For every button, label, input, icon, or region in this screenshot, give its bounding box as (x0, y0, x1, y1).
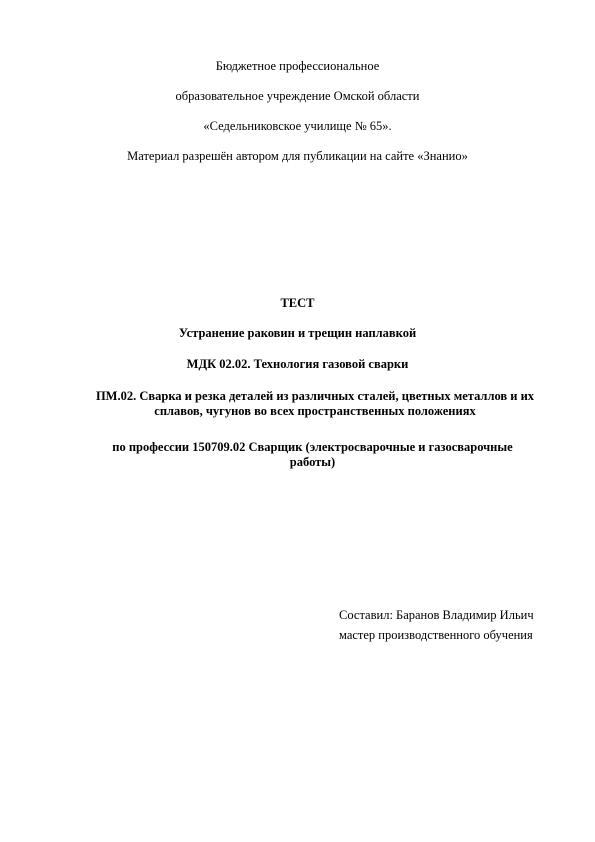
document-title: ТЕСТ (280, 296, 315, 310)
profession: по профессии 150709.02 Сварщик (электросварочные и газосварочные работы) (112, 440, 513, 469)
publication-permission: Материал разрешён автором для публикации на сайте «Знанио» (127, 149, 468, 163)
test-topic: Устранение раковин и трещин наплавкой (178, 326, 417, 340)
author-name: Составил: Баранов Владимир Ильич (339, 608, 534, 622)
header-org-line-2: образовательное учреждение Омской области (175, 89, 420, 103)
module-pm: ПМ.02. Сварка и резка деталей из различных сталей, цветных металлов и их сплавов, чугунов во всех пространственных положениях (95, 389, 535, 418)
header-org-line-3: «Седельниковское училище № 65». (203, 119, 392, 133)
author-position: мастер производственного обучения (339, 628, 533, 642)
course-mdk: МДК 02.02. Технология газовой сварки (186, 357, 409, 371)
header-org-line-1: Бюджетное профессиональное (215, 59, 380, 73)
